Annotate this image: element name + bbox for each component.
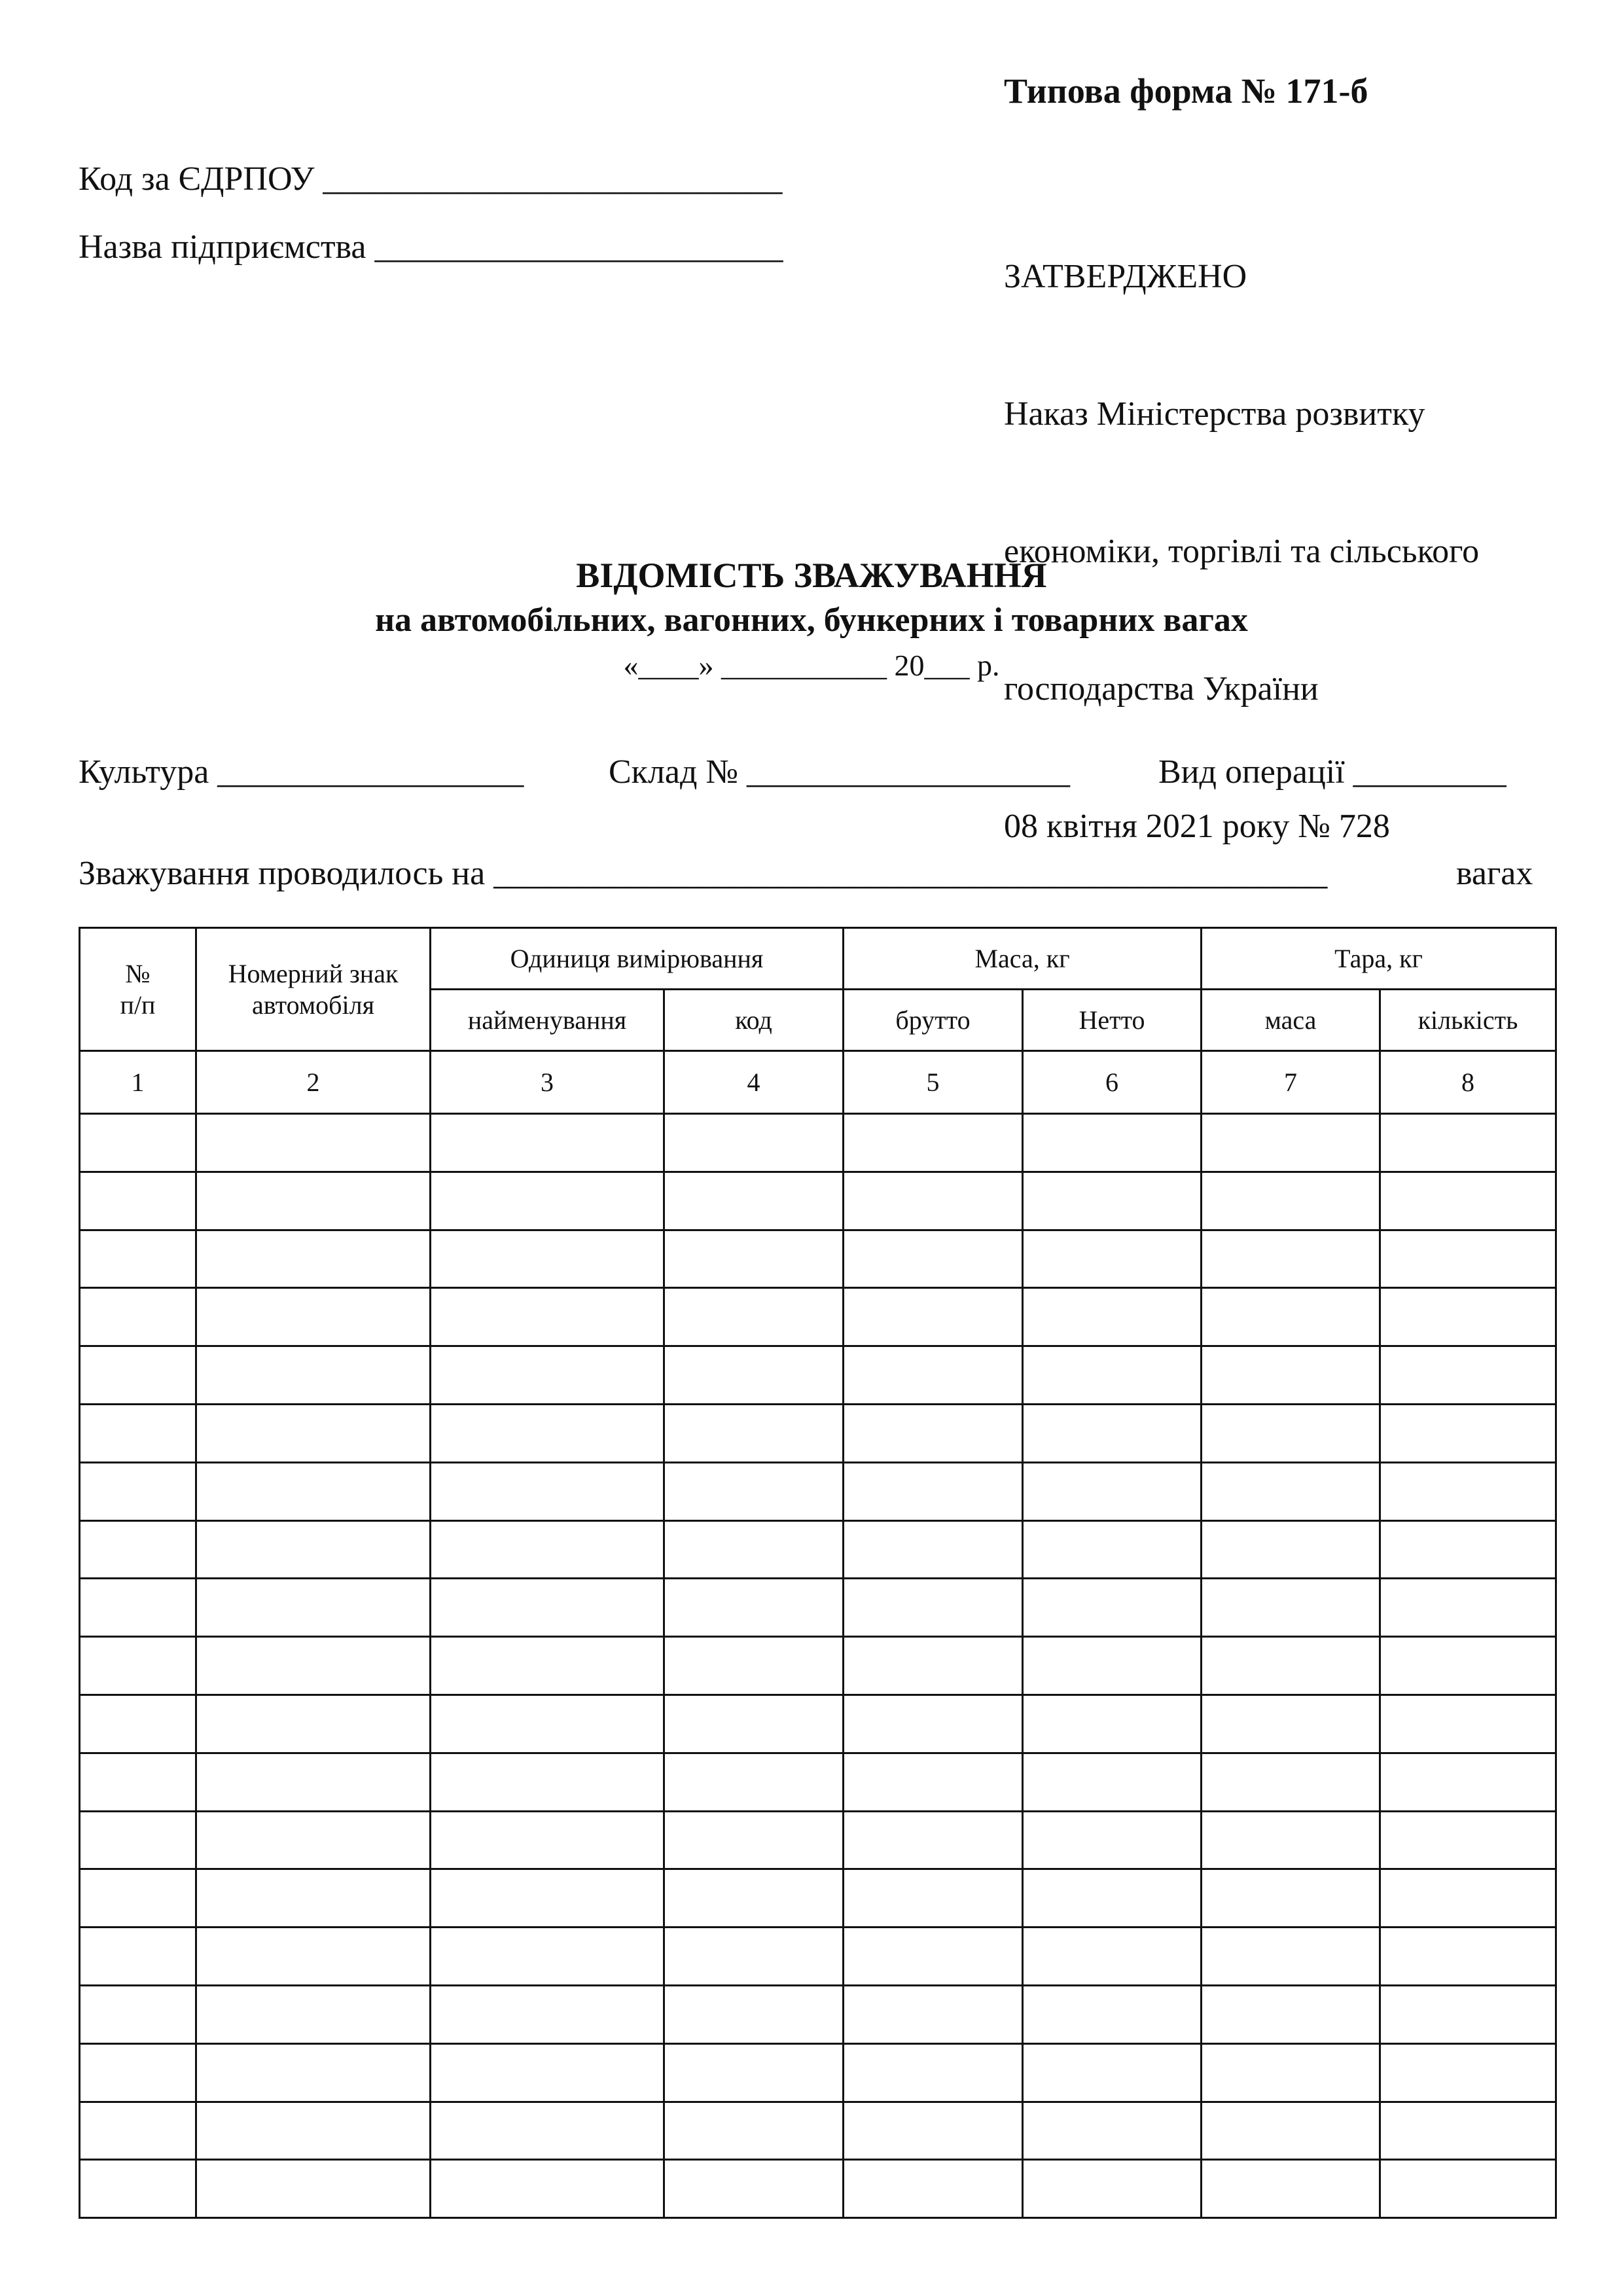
- table-cell[interactable]: [1202, 2043, 1380, 2102]
- table-cell[interactable]: [844, 1346, 1023, 1405]
- table-cell[interactable]: [196, 1288, 431, 1346]
- table-cell[interactable]: [431, 1114, 664, 1172]
- table-cell[interactable]: [1023, 2160, 1202, 2218]
- table-cell[interactable]: [431, 1811, 664, 1869]
- table-cell[interactable]: [80, 1985, 196, 2043]
- table-cell[interactable]: [196, 2043, 431, 2102]
- column-number: 3: [431, 1051, 664, 1114]
- table-cell[interactable]: [80, 1230, 196, 1288]
- table-cell[interactable]: [1202, 1579, 1380, 1637]
- table-cell[interactable]: [196, 1520, 431, 1579]
- table-cell[interactable]: [1023, 1811, 1202, 1869]
- table-cell[interactable]: [80, 1811, 196, 1869]
- column-number: 1: [80, 1051, 196, 1114]
- table-cell[interactable]: [844, 1753, 1023, 1811]
- table-cell[interactable]: [196, 1404, 431, 1462]
- table-cell[interactable]: [1380, 1928, 1556, 1986]
- table-cell[interactable]: [844, 1404, 1023, 1462]
- table-cell[interactable]: [196, 1637, 431, 1695]
- table-cell[interactable]: [1023, 1985, 1202, 2043]
- table-cell[interactable]: [431, 1985, 664, 2043]
- table-cell[interactable]: [1202, 2102, 1380, 2160]
- table-cell[interactable]: [1023, 1172, 1202, 1230]
- table-cell[interactable]: [844, 1869, 1023, 1928]
- table-cell[interactable]: [1380, 1637, 1556, 1695]
- column-number: 7: [1202, 1051, 1380, 1114]
- table-cell[interactable]: [431, 2160, 664, 2218]
- warehouse-field: Склад № ___________________: [609, 753, 1071, 791]
- table-cell[interactable]: [1202, 1695, 1380, 1753]
- table-cell[interactable]: [1380, 1230, 1556, 1288]
- table-cell[interactable]: [196, 1753, 431, 1811]
- table-cell[interactable]: [1380, 1753, 1556, 1811]
- table-cell[interactable]: [431, 1579, 664, 1637]
- table-cell[interactable]: [844, 1172, 1023, 1230]
- table-cell[interactable]: [1202, 1288, 1380, 1346]
- table-body: [80, 1114, 1556, 2218]
- table-cell[interactable]: [80, 1462, 196, 1520]
- culture-field: Культура __________________: [79, 753, 524, 791]
- table-cell[interactable]: [664, 1637, 844, 1695]
- table-cell[interactable]: [1023, 1404, 1202, 1462]
- table-cell[interactable]: [80, 1637, 196, 1695]
- table-cell[interactable]: [80, 1346, 196, 1405]
- table-cell[interactable]: [1023, 1288, 1202, 1346]
- table-cell[interactable]: [196, 1869, 431, 1928]
- table-cell[interactable]: [1023, 1346, 1202, 1405]
- table-cell[interactable]: [196, 2160, 431, 2218]
- table-cell[interactable]: [1023, 1753, 1202, 1811]
- table-cell[interactable]: [844, 1637, 1023, 1695]
- table-cell[interactable]: [1202, 2160, 1380, 2218]
- table-cell[interactable]: [80, 1869, 196, 1928]
- table-cell[interactable]: [844, 1985, 1023, 2043]
- weighing-scales-field: Зважування проводилось на _________________________________________________: [79, 855, 1328, 892]
- table-cell[interactable]: [664, 1695, 844, 1753]
- table-cell[interactable]: [1202, 1114, 1380, 1172]
- column-number: 4: [664, 1051, 844, 1114]
- table-row: [80, 2043, 1556, 2102]
- table-cell[interactable]: [1023, 1230, 1202, 1288]
- approval-line: 08 квітня 2021 року № 728: [1004, 808, 1390, 845]
- table-cell[interactable]: [664, 1928, 844, 1986]
- column-number: 5: [844, 1051, 1023, 1114]
- col-header-tare-mass: маса: [1202, 990, 1380, 1051]
- table-row: [80, 1869, 1556, 1928]
- table-cell[interactable]: [80, 1288, 196, 1346]
- table-cell[interactable]: [80, 1520, 196, 1579]
- table-cell[interactable]: [1023, 1869, 1202, 1928]
- table-cell[interactable]: [844, 2160, 1023, 2218]
- scales-suffix: вагах: [1456, 855, 1533, 892]
- table-cell[interactable]: [664, 1579, 844, 1637]
- form-number: Типова форма № 171-б: [1004, 71, 1368, 111]
- table-row: [80, 1172, 1556, 1230]
- table-cell[interactable]: [1023, 1114, 1202, 1172]
- table-row: [80, 1637, 1556, 1695]
- table-cell[interactable]: [1380, 1346, 1556, 1405]
- table-cell[interactable]: [431, 1695, 664, 1753]
- table-cell[interactable]: [1202, 1985, 1380, 2043]
- table-cell[interactable]: [1380, 1579, 1556, 1637]
- table-cell[interactable]: [1380, 1288, 1556, 1346]
- table-cell[interactable]: [844, 1288, 1023, 1346]
- approval-line: Наказ Міністерства розвитку: [1004, 395, 1425, 433]
- table-cell[interactable]: [664, 1869, 844, 1928]
- table-row: [80, 1114, 1556, 1172]
- table-cell[interactable]: [1202, 1520, 1380, 1579]
- table-cell[interactable]: [1202, 1869, 1380, 1928]
- table-cell[interactable]: [431, 2043, 664, 2102]
- table-cell[interactable]: [664, 1753, 844, 1811]
- table-cell[interactable]: [196, 1172, 431, 1230]
- table-cell[interactable]: [1023, 2043, 1202, 2102]
- table-row: [80, 1695, 1556, 1753]
- table-row: [80, 1404, 1556, 1462]
- table-cell[interactable]: [431, 1869, 664, 1928]
- table-cell[interactable]: [80, 2102, 196, 2160]
- table-cell[interactable]: [196, 1346, 431, 1405]
- table-cell[interactable]: [80, 1172, 196, 1230]
- table-cell[interactable]: [1202, 1811, 1380, 1869]
- table-cell[interactable]: [1380, 2043, 1556, 2102]
- table-cell[interactable]: [664, 1230, 844, 1288]
- table-cell[interactable]: [80, 1404, 196, 1462]
- table-cell[interactable]: [431, 1928, 664, 1986]
- col-header-unit: Одиниця вимірювання: [431, 928, 844, 990]
- table-cell[interactable]: [664, 1462, 844, 1520]
- table-cell[interactable]: [196, 1811, 431, 1869]
- table-cell[interactable]: [431, 1230, 664, 1288]
- table-cell[interactable]: [196, 1230, 431, 1288]
- table-cell[interactable]: [1380, 1462, 1556, 1520]
- table-cell[interactable]: [1023, 1462, 1202, 1520]
- table-cell[interactable]: [844, 1520, 1023, 1579]
- table-cell[interactable]: [431, 1404, 664, 1462]
- document-title: ВІДОМІСТЬ ЗВАЖУВАННЯ: [576, 556, 1047, 595]
- table-cell[interactable]: [1202, 1462, 1380, 1520]
- table-cell[interactable]: [431, 1172, 664, 1230]
- table-cell[interactable]: [1202, 1346, 1380, 1405]
- table-cell[interactable]: [1023, 1695, 1202, 1753]
- table-row: [80, 2160, 1556, 2218]
- table-cell[interactable]: [1380, 1172, 1556, 1230]
- table-cell[interactable]: [844, 2102, 1023, 2160]
- table-cell[interactable]: [1202, 1404, 1380, 1462]
- table-cell[interactable]: [844, 1114, 1023, 1172]
- table-cell[interactable]: [844, 2043, 1023, 2102]
- table-cell[interactable]: [80, 1928, 196, 1986]
- table-cell[interactable]: [431, 2102, 664, 2160]
- table-row: [80, 1579, 1556, 1637]
- col-header-net: Нетто: [1023, 990, 1202, 1051]
- col-header-tare-qty: кількість: [1380, 990, 1556, 1051]
- table-cell[interactable]: [80, 2160, 196, 2218]
- table-cell[interactable]: [1023, 1928, 1202, 1986]
- table-cell[interactable]: [1380, 1404, 1556, 1462]
- table-cell[interactable]: [844, 1928, 1023, 1986]
- table-row: [80, 1753, 1556, 1811]
- table-cell[interactable]: [1023, 1520, 1202, 1579]
- table-cell[interactable]: [1023, 2102, 1202, 2160]
- column-number: 8: [1380, 1051, 1556, 1114]
- table-cell[interactable]: [1202, 1637, 1380, 1695]
- col-header-number: № п/п: [80, 928, 196, 1051]
- date-line: «____» ___________ 20___ р.: [623, 649, 1000, 682]
- company-name-field: Назва підприємства ________________________: [79, 228, 783, 266]
- table-cell[interactable]: [80, 1695, 196, 1753]
- table-cell[interactable]: [664, 1811, 844, 1869]
- table-cell[interactable]: [664, 2043, 844, 2102]
- table-row: [80, 1928, 1556, 1986]
- col-header-unit-name: найменування: [431, 990, 664, 1051]
- table-cell[interactable]: [431, 1288, 664, 1346]
- col-header-mass: Маса, кг: [844, 928, 1202, 990]
- weighing-table: [79, 927, 1557, 2219]
- table-row: [80, 2102, 1556, 2160]
- table-cell[interactable]: [431, 1346, 664, 1405]
- table-cell[interactable]: [431, 1520, 664, 1579]
- table-cell[interactable]: [664, 1985, 844, 2043]
- table-cell[interactable]: [1380, 1869, 1556, 1928]
- approval-line: ЗАТВЕРДЖЕНО: [1004, 258, 1247, 295]
- table-cell[interactable]: [1202, 1753, 1380, 1811]
- table-cell[interactable]: [664, 1288, 844, 1346]
- table-cell[interactable]: [664, 1172, 844, 1230]
- table-cell[interactable]: [196, 1695, 431, 1753]
- table-cell[interactable]: [80, 1753, 196, 1811]
- table-cell[interactable]: [844, 1695, 1023, 1753]
- table-row: [80, 1811, 1556, 1869]
- col-header-unit-code: код: [664, 990, 844, 1051]
- table-cell[interactable]: [1380, 1114, 1556, 1172]
- table-cell[interactable]: [844, 1462, 1023, 1520]
- table-row: [80, 1288, 1556, 1346]
- approval-line: економіки, торгівлі та сільського: [1004, 533, 1480, 570]
- table-cell[interactable]: [196, 2102, 431, 2160]
- table-row: [80, 1462, 1556, 1520]
- col-header-tare: Тара, кг: [1202, 928, 1556, 990]
- table-cell[interactable]: [196, 1462, 431, 1520]
- edrpou-code-field: Код за ЄДРПОУ ___________________________: [79, 160, 783, 198]
- col-header-plate: Номерний знак автомобіля: [196, 928, 431, 1051]
- table-cell[interactable]: [1380, 1520, 1556, 1579]
- column-number: 2: [196, 1051, 431, 1114]
- table-cell[interactable]: [844, 1579, 1023, 1637]
- table-cell[interactable]: [1380, 2160, 1556, 2218]
- table-cell[interactable]: [664, 1404, 844, 1462]
- table-cell[interactable]: [1202, 1230, 1380, 1288]
- table-cell[interactable]: [431, 1637, 664, 1695]
- table-row: [80, 1985, 1556, 2043]
- table-cell[interactable]: [80, 2043, 196, 2102]
- table-cell[interactable]: [844, 1230, 1023, 1288]
- table-cell[interactable]: [80, 1114, 196, 1172]
- table-cell[interactable]: [431, 1753, 664, 1811]
- table-cell[interactable]: [664, 1346, 844, 1405]
- table-cell[interactable]: [196, 1114, 431, 1172]
- table-cell[interactable]: [431, 1462, 664, 1520]
- table-cell[interactable]: [1202, 1928, 1380, 1986]
- table-cell[interactable]: [196, 1928, 431, 1986]
- table-cell[interactable]: [664, 2102, 844, 2160]
- column-number: 6: [1023, 1051, 1202, 1114]
- table-cell[interactable]: [196, 1579, 431, 1637]
- table-cell[interactable]: [1202, 1172, 1380, 1230]
- table-cell[interactable]: [1023, 1579, 1202, 1637]
- table-cell[interactable]: [1380, 1695, 1556, 1753]
- table-cell[interactable]: [664, 1114, 844, 1172]
- table-cell[interactable]: [844, 1811, 1023, 1869]
- approval-line: господарства України: [1004, 670, 1319, 708]
- table-cell[interactable]: [1380, 1985, 1556, 2043]
- operation-type-field: Вид операції _________: [1158, 753, 1507, 791]
- table-cell[interactable]: [664, 1520, 844, 1579]
- col-header-gross: брутто: [844, 990, 1023, 1051]
- table-row: [80, 1230, 1556, 1288]
- table-cell[interactable]: [1380, 2102, 1556, 2160]
- document-subtitle: на автомобільних, вагонних, бункерних і товарних вагах: [375, 601, 1248, 639]
- table-row: [80, 1346, 1556, 1405]
- table-cell[interactable]: [1380, 1811, 1556, 1869]
- table-cell[interactable]: [1023, 1637, 1202, 1695]
- table-cell[interactable]: [80, 1579, 196, 1637]
- table-row: [80, 1520, 1556, 1579]
- table-cell[interactable]: [196, 1985, 431, 2043]
- table-cell[interactable]: [664, 2160, 844, 2218]
